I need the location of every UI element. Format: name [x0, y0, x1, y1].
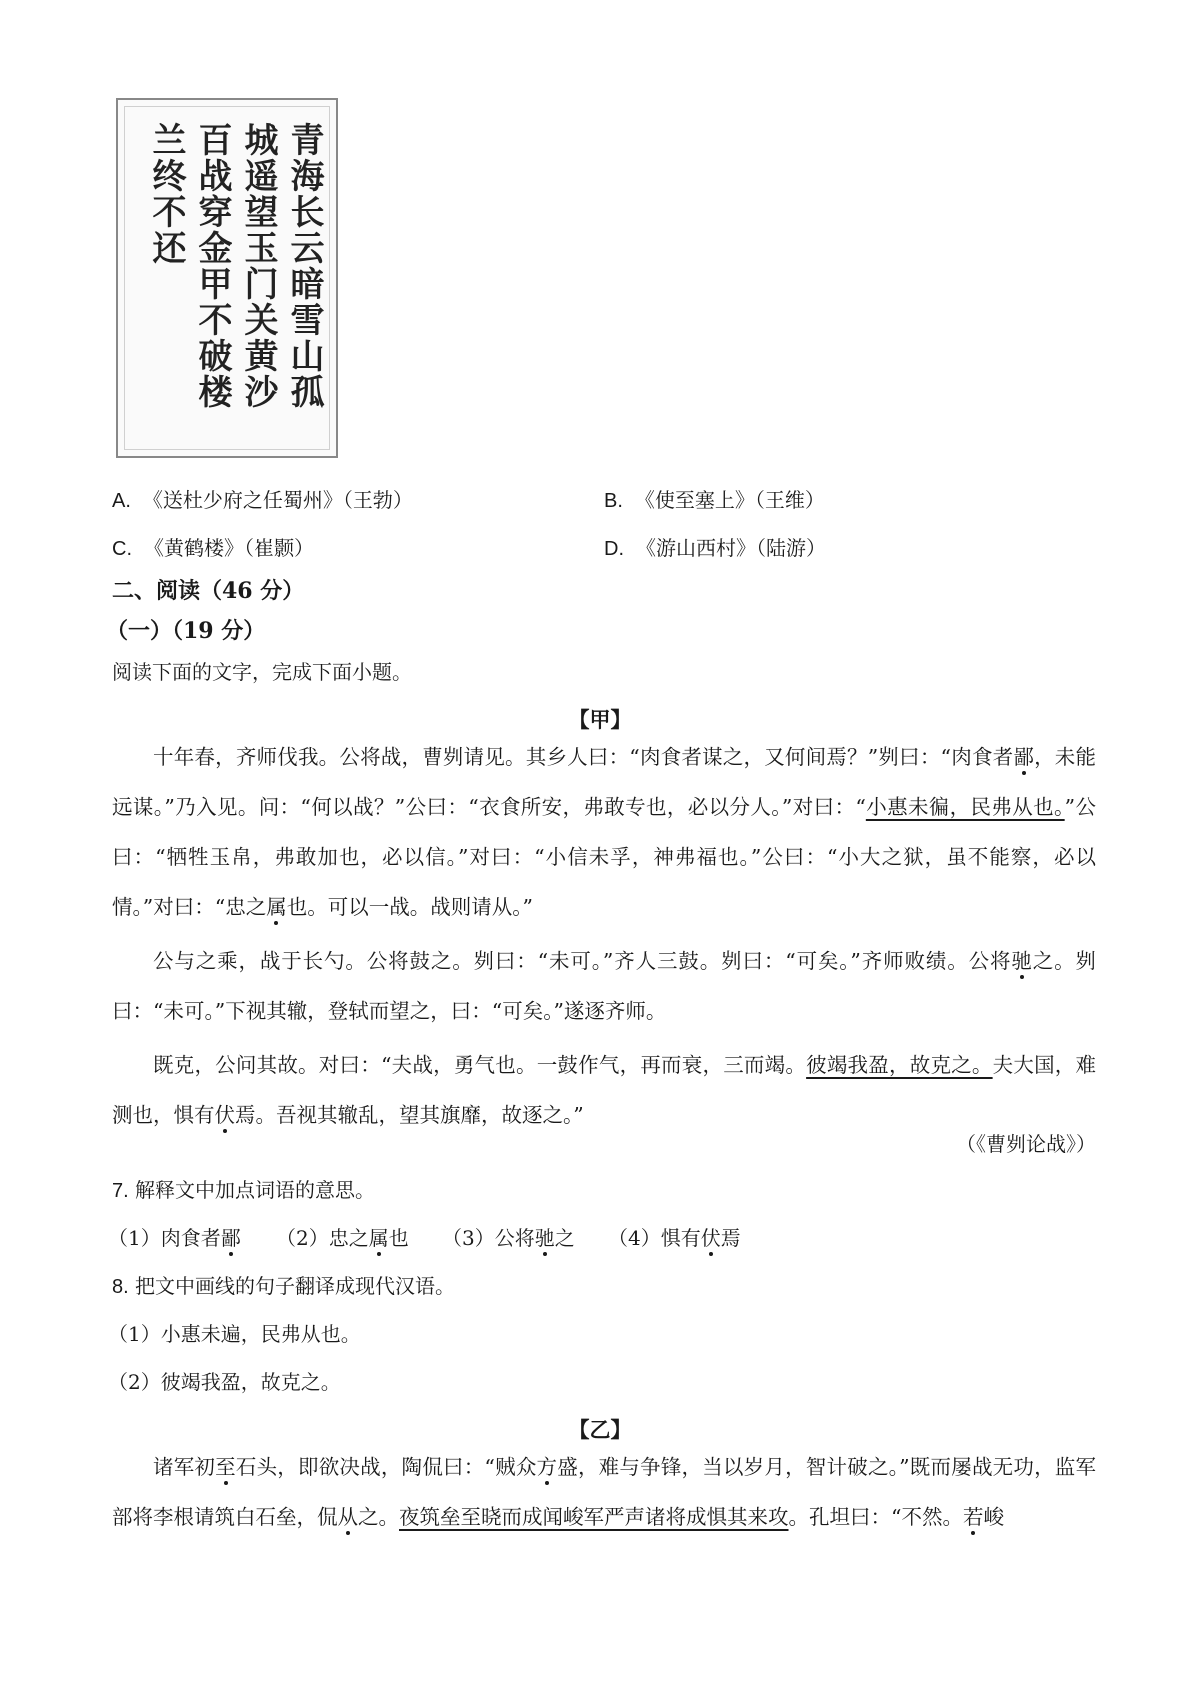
question-7-item — [442, 1222, 575, 1251]
dotted-word: 伏 — [214, 1103, 235, 1127]
question-text: 把文中画线的句子翻译成现代汉语。 — [135, 1274, 456, 1298]
option-key: C. — [112, 538, 132, 560]
item-text: 焉 — [720, 1226, 741, 1250]
item-text: （3）公将 — [442, 1226, 535, 1250]
item-text: （1）肉食者 — [108, 1226, 221, 1250]
item-text: （2）忠之 — [276, 1226, 369, 1250]
text-run: 十年春，齐师伐我。公将战，曹刿请见。其乡人曰：“肉食者谋之，又何间焉？”刿曰：“肉食者 — [153, 745, 1014, 769]
text-run: 。孔坦曰：“不然。 — [788, 1505, 963, 1529]
passage-jia-heading: 【甲】 — [568, 707, 632, 732]
passage-jia-paragraph-3 — [112, 1040, 1096, 1140]
dotted-word: 驰 — [534, 1226, 555, 1250]
text-run: ”公曰：“牺牲玉帛，弗敢加也，必以信。”对曰：“小信未孚，神弗福也。”公曰：“小大之狱，虽不能察，必以情。”对曰：“忠之 — [112, 795, 1097, 919]
item-text: 之 — [554, 1226, 575, 1250]
option-key: B. — [604, 490, 623, 512]
section-part: （一）（19 分） — [106, 618, 266, 644]
question-7-item — [608, 1222, 741, 1251]
text-run: 既克，公问其故。对曰：“夫战，勇气也。一鼓作气，再而衰，三而竭。 — [153, 1053, 807, 1077]
underlined-sentence: 夜筑垒至晓而成闻峻军严声诸将成惧其来攻 — [399, 1505, 789, 1529]
calligraphy-column-1: 青海长云暗雪山孤 — [284, 122, 324, 410]
section-title: 二、阅读（46 分） — [112, 578, 305, 604]
question-text: 解释文中加点词语的意思。 — [135, 1178, 376, 1202]
calligraphy-column-4: 兰终不还 — [146, 122, 186, 266]
underlined-sentence: 小惠未徧，民弗从也。 — [865, 795, 1065, 819]
passage-jia — [112, 732, 1096, 1140]
section-instruction: 阅读下面的文字，完成下面小题。 — [112, 660, 412, 684]
text-run: 焉。吾视其辙乱，望其旗靡，故逐之。” — [235, 1103, 584, 1127]
text-run: 之。 — [358, 1505, 399, 1529]
text-run: 盛，难与争锋，当以岁月，智计破之。”既而屡战无功，监军部将李根请筑白石垒，侃 — [112, 1455, 1097, 1529]
passage-yi-heading: 【乙】 — [568, 1417, 632, 1442]
text-run: 石头，即欲决战，陶侃曰：“贼众 — [235, 1455, 537, 1479]
item-text: （4）惧有 — [608, 1226, 701, 1250]
dotted-word: 至 — [215, 1455, 236, 1479]
calligraphy-column-3: 百战穿金甲不破楼 — [192, 122, 232, 410]
option-a — [112, 484, 413, 513]
passage-source: （《曹刿论战》） — [956, 1132, 1096, 1156]
question-7-item — [108, 1222, 241, 1251]
option-text: 《黄鹤楼》（崔颢） — [144, 536, 314, 560]
option-c — [112, 532, 314, 561]
question-8-item-2: （2）彼竭我盈，故克之。 — [108, 1370, 341, 1394]
dotted-word: 从 — [337, 1505, 358, 1529]
question-7 — [112, 1174, 375, 1203]
calligraphy-column-2: 城遥望玉门关黄沙 — [238, 122, 278, 410]
dotted-word: 伏 — [700, 1226, 721, 1250]
option-text: 《使至塞上》（王维） — [634, 488, 825, 512]
item-text: 也 — [388, 1226, 409, 1250]
dotted-word: 方 — [536, 1455, 558, 1479]
passage-jia-paragraph-2 — [112, 936, 1096, 1036]
option-d — [604, 532, 826, 561]
question-8-item-1: （1）小惠未遍，民弗从也。 — [108, 1322, 361, 1346]
passage-yi — [112, 1442, 1096, 1542]
option-key: D. — [604, 538, 624, 560]
dotted-word: 属 — [368, 1226, 389, 1250]
question-number: 7. — [112, 1180, 129, 1202]
passage-jia-paragraph-1 — [112, 732, 1096, 932]
question-8 — [112, 1270, 455, 1299]
question-number: 8. — [112, 1276, 129, 1298]
dotted-word: 鄙 — [1013, 745, 1035, 769]
text-run: ，未能远谋。”乃入见。问：“何以战？”公曰：“衣食所安，弗敢专也，必以分人。”对曰：“ — [112, 745, 1097, 819]
underlined-sentence: 彼竭我盈，故克之。 — [806, 1053, 993, 1077]
text-run: 峻 — [983, 1505, 1004, 1529]
text-run: 之。刿曰：“未可。”下视其辙，登轼而望之，曰：“可矣。”遂逐齐师。 — [112, 949, 1097, 1023]
dotted-word: 属 — [266, 895, 287, 919]
option-b — [604, 484, 825, 513]
dotted-word: 鄙 — [220, 1226, 241, 1250]
question-7-item — [276, 1222, 409, 1251]
text-run: 公与之乘，战于长勺。公将鼓之。刿曰：“未可。”齐人三鼓。刿曰：“可矣。”齐师败绩。公将 — [153, 949, 1012, 973]
option-key: A. — [112, 490, 131, 512]
text-run: 诸军初 — [153, 1455, 216, 1479]
passage-yi-paragraph-1 — [112, 1442, 1096, 1542]
text-run: 也。可以一战。战则请从。” — [286, 895, 533, 919]
option-text: 《送杜少府之任蜀州》（王勃） — [142, 488, 413, 512]
calligraphy-image — [116, 98, 338, 458]
option-text: 《游山西村》（陆游） — [636, 536, 826, 560]
text-run: 夫大国，难测也，惧有 — [112, 1053, 1097, 1127]
dotted-word: 驰 — [1011, 949, 1033, 973]
dotted-word: 若 — [962, 1505, 984, 1529]
